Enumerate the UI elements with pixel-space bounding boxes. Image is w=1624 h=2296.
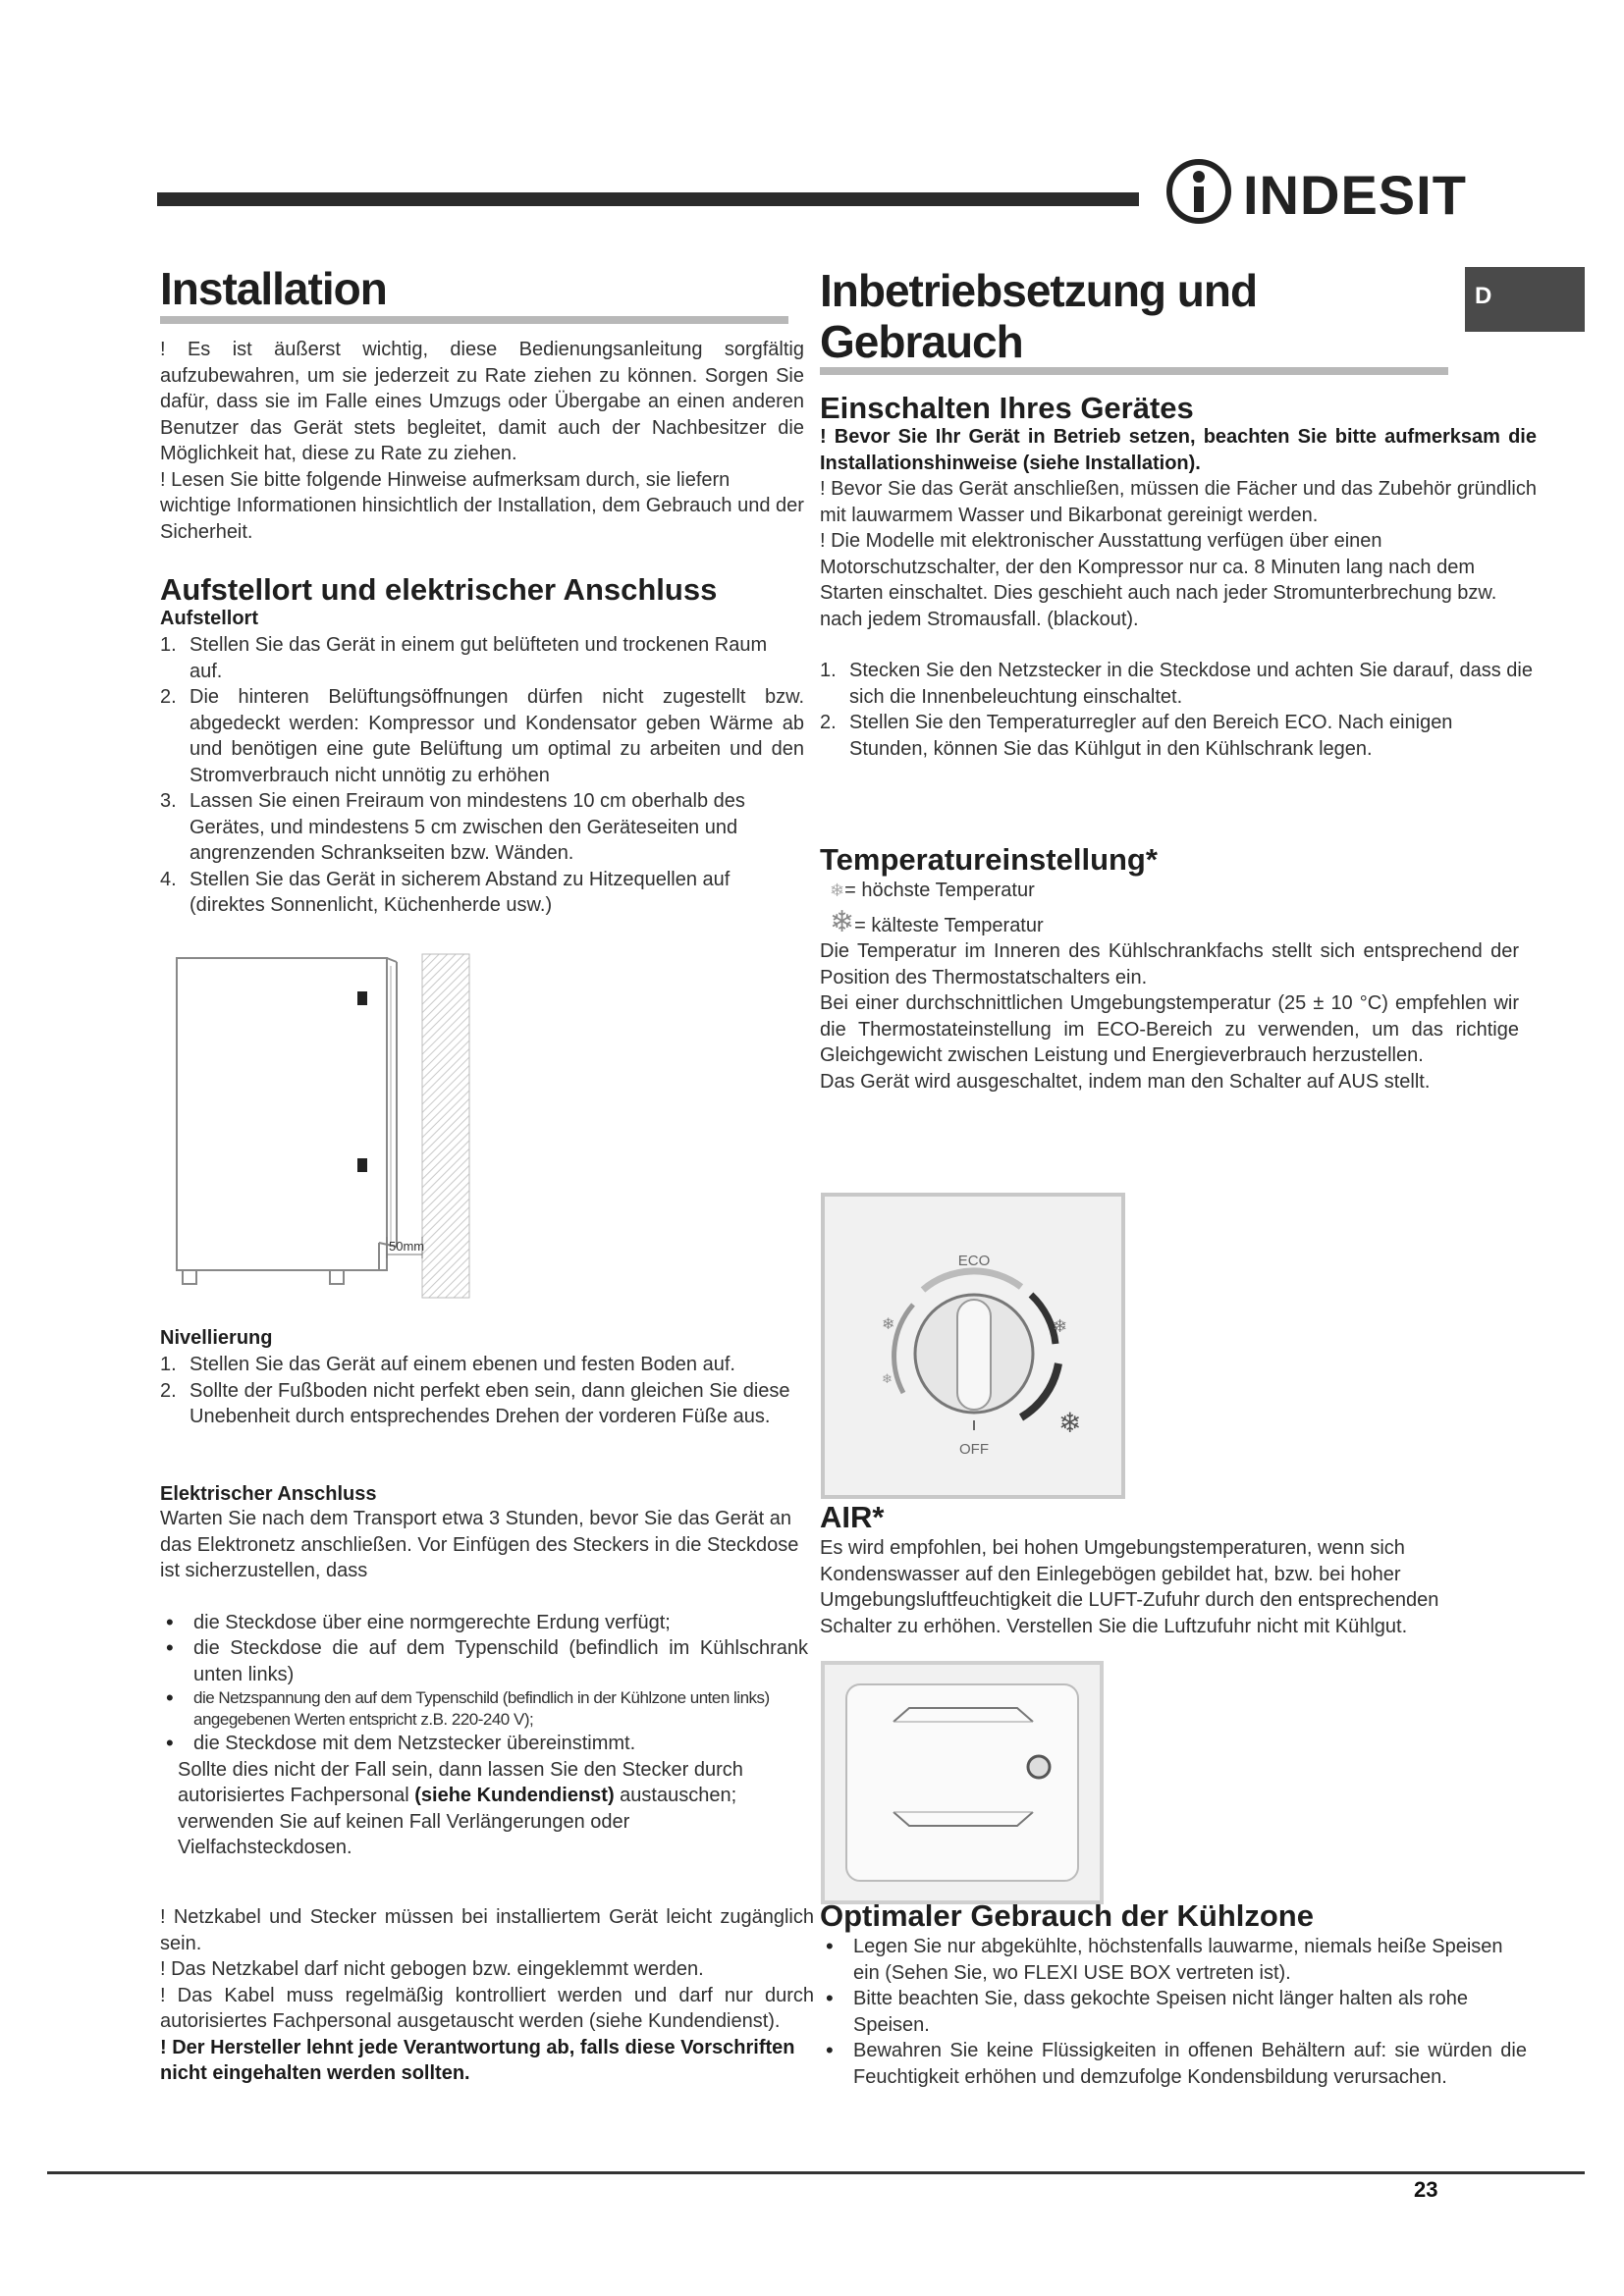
list-item: • die Steckdose mit dem Netzstecker übereinstimmt. xyxy=(160,1731,808,1757)
nivellierung-section xyxy=(160,1327,818,1430)
dial-eco-label: ECO xyxy=(957,1253,991,1269)
list-item: • die Netzspannung den auf dem Typenschild (befindlich in der Kühlzone unten links) angegebenen Werten entspricht z.B. 220-240 V); xyxy=(160,1687,808,1731)
thermostat-dial-figure xyxy=(821,1193,1125,1499)
section-title: AIR* xyxy=(820,1500,885,1534)
paragraph: Es wird empfohlen, bei hohen Umgebungstemperaturen, wenn sich Kondenswasser auf den Einlegebögen gebildet hat, bzw. bei hoher Umgebungsluftfeuchtigkeit die LUFT-Zufuhr durch den entsprechenden Schalter zu erhöhen. Verstellen Sie die Luftzufuhr nicht mit Kühlgut. xyxy=(820,1537,1439,1637)
list-item: 2. Sollte der Fußboden nicht perfekt eben sein, dann gleichen Sie diese Unebenheit durch entsprechendes Drehen der vorderen Füße aus. xyxy=(160,1379,790,1427)
brand-logo-text: INDESIT xyxy=(1243,164,1467,226)
list-item: • die Steckdose die auf dem Typenschild (befindlich im Kühlschrank unten links) xyxy=(160,1635,808,1687)
brand-logo xyxy=(1166,157,1467,236)
final-warning: ! Der Hersteller lehnt jede Verantwortung ab, falls diese Vorschriften nicht eingehalten werden sollten. xyxy=(160,2036,795,2084)
legend-warm: ❄= höchste Temperatur xyxy=(830,880,1035,901)
snowflake-small-icon: ❄ xyxy=(882,1316,895,1333)
note: ! Die Modelle mit elektronischer Ausstattung verfügen über einen Motorschutzschalter, der den Kompressor nur ca. 8 Minuten lang nach dem Starten einschaltet. Dies geschieht auch nach jeder Stromunterbrechung bzw. nach jedem Stromausfall. (blackout). xyxy=(820,530,1497,630)
warning-text: ! Netzkabel und Stecker müssen bei installiertem Gerät leicht zugänglich sein. xyxy=(160,1906,814,1954)
paragraph: Warten Sie nach dem Transport etwa 3 Stunden, bevor Sie das Gerät an das Elektronetz anschließen. Vor Einfügen des Steckers in die Steckdose ist sicherzustellen, dass xyxy=(160,1508,799,1581)
installation-title: Installation xyxy=(160,263,387,314)
list-item: 1. Stellen Sie das Gerät in einem gut belüfteten und trockenen Raum auf. xyxy=(160,634,768,682)
subsection-title: Aufstellort xyxy=(160,608,258,629)
air-section xyxy=(820,1500,1468,1639)
snowflake-small-icon: ❄ xyxy=(882,1371,893,1386)
paragraph: Bei einer durchschnittlichen Umgebungstemperatur (25 ± 10 °C) empfehlen wir die Thermostateinstellung im ECO-Bereich zu verwenden, um das richtige Gleichgewicht zwischen Leistung und Energieverbrauch herzustellen. xyxy=(820,992,1519,1066)
list-item: 2. Stellen Sie den Temperaturregler auf den Bereich ECO. Nach einigen Stunden, können Sie das Kühlgut in den Kühlschrank legen. xyxy=(820,712,1453,760)
warning-text: ! Das Netzkabel darf nicht gebogen bzw. eingeklemmt werden. xyxy=(160,1958,704,1980)
paragraph: Die Temperatur im Inneren des Kühlschrankfachs stellt sich entsprechend der Position des Thermostatschalters ein. xyxy=(820,940,1519,988)
language-tab: D xyxy=(1465,267,1585,332)
clearance-label: 50mm xyxy=(389,1239,425,1254)
subsection-title: Elektrischer Anschluss xyxy=(160,1483,377,1505)
appliance-outline xyxy=(177,958,387,1270)
section-title: Optimaler Gebrauch der Kühlzone xyxy=(820,1898,1314,1933)
air-knob xyxy=(1028,1756,1050,1778)
section-title: Einschalten Ihres Gerätes xyxy=(820,391,1194,425)
einschalten-section xyxy=(820,391,1537,762)
temperatur-section xyxy=(820,842,1519,1095)
title-rule xyxy=(820,367,1448,375)
legend-cold: ❄= kälteste Temperatur xyxy=(830,905,1044,938)
intro-paragraph: ! Es ist äußerst wichtig, diese Bedienungsanleitung sorgfältig aufzubewahren, um sie jederzeit zu Rate ziehen zu können. Sorgen Sie dafür, dass sie im Falle eines Umzugs oder Übergabe an einen anderen Benutzer das Gerät stets begleitet, damit auch der Nachbesitzer die Möglichkeit hat, diese zu Rate zu ziehen. xyxy=(160,339,804,464)
header-bar xyxy=(157,192,1139,206)
section-title: Temperatureinstellung* xyxy=(820,842,1158,877)
wall xyxy=(422,954,469,1298)
paragraph: Das Gerät wird ausgeschaltet, indem man den Schalter auf AUS stellt. xyxy=(820,1070,1431,1093)
aufstellort-section xyxy=(160,572,804,919)
list-item: 2. Die hinteren Belüftungsöffnungen dürfen nicht zugestellt bzw. abgedeckt werden: Kompressor und Kondensator geben Wärme ab und benötigen eine gute Belüftung um optimal zu arbeiten und den Stromverbrauch nicht unnötig zu erhöhen xyxy=(160,686,804,786)
inbetriebsetzung-title: Inbetriebsetzung und xyxy=(820,265,1258,316)
inbetriebsetzung-title: Gebrauch xyxy=(820,316,1023,367)
warning-text: ! Das Kabel muss regelmäßig kontrolliert werden und darf nur durch autorisiertes Fachpersonal ausgetauscht werden (siehe Kundendienst). xyxy=(160,1984,814,2032)
inbetriebsetzung-heading-block xyxy=(820,265,1448,375)
installation-heading-block xyxy=(160,263,788,324)
snowflake-small-icon: ❄ xyxy=(830,881,845,900)
list-item: 1. Stecken Sie den Netzstecker in die Steckdose und achten Sie darauf, dass die sich die Innenbeleuchtung einschaltet. xyxy=(820,660,1533,708)
title-rule xyxy=(160,316,788,324)
warnings-block xyxy=(160,1904,814,2087)
section-title: Aufstellort und elektrischer Anschluss xyxy=(160,572,718,607)
list-item: • Legen Sie nur abgekühlte, höchstenfalls lauwarme, niemals heiße Speisen ein (Sehen Sie, wo FLEXI USE BOX vertreten ist). xyxy=(820,1934,1527,1986)
list-item: • Bitte beachten Sie, dass gekochte Speisen nicht länger halten als rohe Speisen. xyxy=(820,1986,1527,2038)
snowflake-medium-icon: ❄ xyxy=(1053,1316,1068,1336)
bold-note: ! Bevor Sie Ihr Gerät in Betrieb setzen, beachten Sie bitte aufmerksam die Installationshinweise (siehe Installation). xyxy=(820,426,1537,474)
list-item: 4. Stellen Sie das Gerät in sicherem Abstand zu Hitzequellen auf (direktes Sonnenlicht, Küchenherde usw.) xyxy=(160,868,731,916)
list-item: 3. Lassen Sie einen Freiraum von mindestens 10 cm oberhalb des Gerätes, und mindestens 5 cm zwischen den Geräteseiten und angrenzenden Schrankseiten bzw. Wänden. xyxy=(160,790,745,864)
air-control-figure xyxy=(821,1661,1104,1904)
installation-clearance-figure xyxy=(157,952,481,1306)
note: ! Bevor Sie das Gerät anschließen, müssen die Fächer und das Zubehör gründlich mit lauwarmem Wasser und Bikarbonat gereinigt werden. xyxy=(820,478,1537,526)
list-item: • die Steckdose über eine normgerechte Erdung verfügt; xyxy=(160,1610,808,1636)
installation-intro xyxy=(160,337,804,545)
snowflake-large-icon: ❄ xyxy=(830,905,855,938)
page-number: 23 xyxy=(1414,2177,1438,2202)
kuehlzone-section xyxy=(820,1898,1527,2090)
list-item: 1. Stellen Sie das Gerät auf einem ebenen und festen Boden auf. xyxy=(160,1354,735,1375)
elektrischer-anschluss-section xyxy=(160,1483,808,1861)
snowflake-large-icon: ❄ xyxy=(1058,1408,1082,1438)
subsection-title: Nivellierung xyxy=(160,1327,273,1349)
intro-paragraph: ! Lesen Sie bitte folgende Hinweise aufmerksam durch, sie liefern wichtige Informationen hinsichtlich der Installation, dem Gebrauch und der Sicherheit. xyxy=(160,468,804,543)
dial-off-label: OFF xyxy=(959,1441,989,1458)
footer-rule xyxy=(47,2171,1585,2174)
paragraph: Sollte dies nicht der Fall sein, dann lassen Sie den Stecker durch autorisiertes Fachpersonal (siehe Kundendienst) austauschen; verwenden Sie auf keinen Fall Verlängerungen oder Vielfachsteckdosen. xyxy=(178,1758,743,1858)
list-item: • Bewahren Sie keine Flüssigkeiten in offenen Behältern auf: sie würden die Feuchtigkeit erhöhen und demzufolge Kondensbildung verursachen. xyxy=(820,2038,1527,2090)
